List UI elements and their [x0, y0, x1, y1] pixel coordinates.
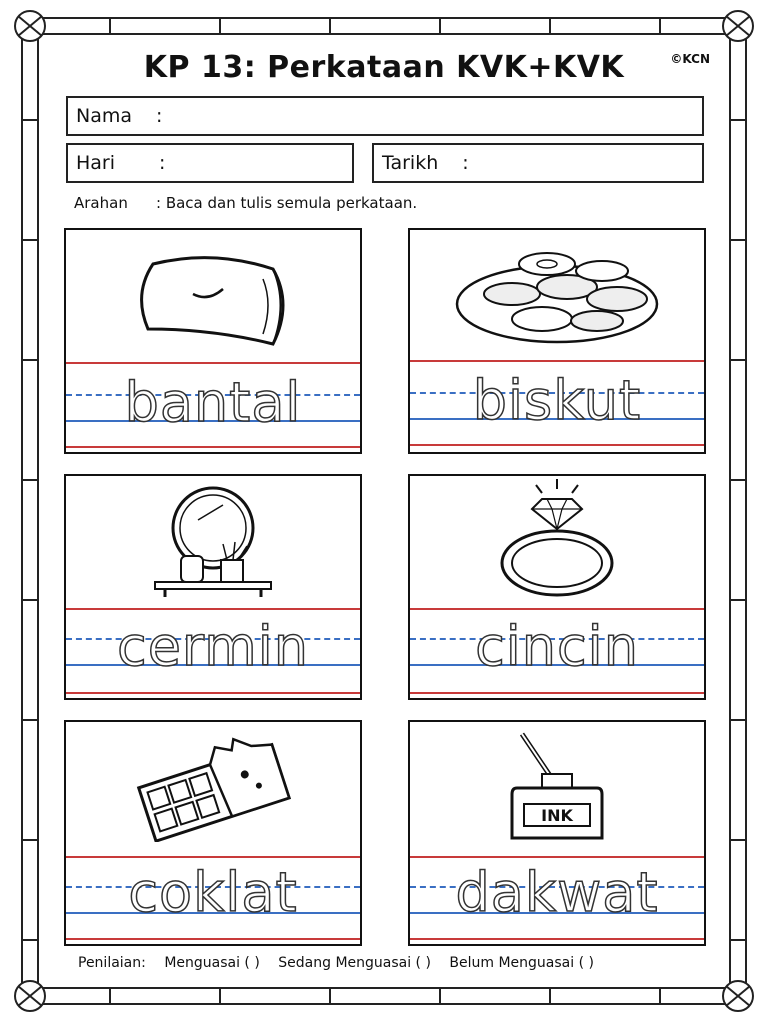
assessment-label: Penilaian:	[78, 955, 146, 971]
ink-label: INK	[541, 806, 573, 825]
date-field[interactable]	[372, 143, 704, 183]
trace-word: bantal	[124, 371, 302, 434]
instruction-text: : Baca dan tulis semula perkataan.	[156, 194, 418, 212]
word-card-bantal	[64, 228, 362, 454]
mirror-icon	[66, 476, 360, 604]
word-card-biskut	[408, 228, 706, 454]
page-title: KP 13: Perkataan KVK+KVK	[143, 50, 625, 85]
date-label: Tarikh	[382, 152, 439, 174]
biscuit-plate-icon	[410, 230, 704, 358]
copyright-mark: ©KCN	[670, 52, 710, 66]
trace-word: dakwat	[455, 861, 659, 924]
word-card-cincin	[408, 474, 706, 700]
day-field[interactable]	[66, 143, 354, 183]
option-mastered[interactable]: Menguasai ( )	[164, 955, 260, 971]
date-colon: :	[462, 152, 469, 174]
word-card-coklat	[64, 720, 362, 946]
day-label: Hari	[76, 152, 116, 174]
instruction-label: Arahan	[74, 194, 128, 212]
pillow-icon	[66, 230, 360, 358]
instruction	[74, 194, 417, 212]
ink-bottle-icon	[410, 722, 704, 850]
trace-word: cermin	[117, 615, 309, 678]
option-not-mastered[interactable]: Belum Menguasai ( )	[449, 955, 594, 971]
name-colon: :	[156, 105, 163, 127]
assessment-row	[78, 955, 608, 971]
ring-icon	[410, 476, 704, 604]
word-card-dakwat	[408, 720, 706, 946]
name-field[interactable]	[66, 96, 704, 136]
chocolate-bar-icon	[66, 722, 360, 850]
trace-word: biskut	[472, 369, 642, 432]
option-in-progress[interactable]: Sedang Menguasai ( )	[278, 955, 431, 971]
trace-word: coklat	[128, 861, 298, 924]
word-card-cermin	[64, 474, 362, 700]
trace-word: cincin	[475, 615, 639, 678]
day-colon: :	[159, 152, 166, 174]
name-label: Nama	[76, 105, 133, 127]
